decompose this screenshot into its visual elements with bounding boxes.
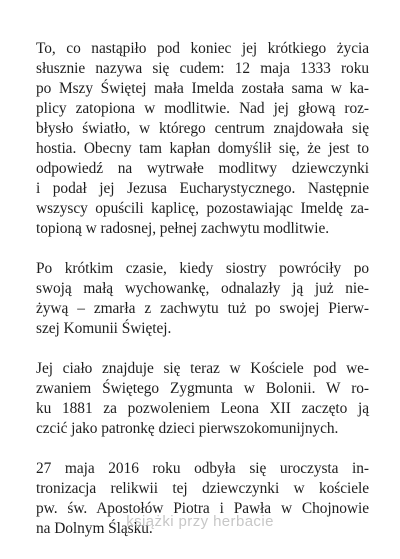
body-text bbox=[36, 39, 369, 559]
text-line: żywą – zmarła z zachwytu tuż po swojej Pierw- bbox=[36, 300, 369, 317]
text-line: wszyscy opuścili kaplicę, pozostawiając Imeldę za- bbox=[36, 200, 369, 217]
text-line: 27 maja 2016 roku odbyła się uroczysta in- bbox=[36, 460, 369, 477]
text-line: hostia. Obecny tam kapłan domyślił się, że jest to bbox=[36, 140, 369, 157]
text-line: pw. św. Apostołów Piotra i Pawła w Chojnowie bbox=[36, 500, 369, 517]
text-line: To, co nastąpiło pod koniec jej krótkiego życia bbox=[36, 40, 369, 57]
paragraph-miracle bbox=[36, 39, 369, 239]
text-line: po Mszy Świętej mała Imelda została sama w ka- bbox=[36, 80, 369, 97]
text-line: swoją małą wychowankę, odnalazły ją już nie- bbox=[36, 280, 369, 297]
paragraph-death bbox=[36, 259, 369, 339]
text-line: odpowiedź na wytrwałe modlitwy dziewczynki bbox=[36, 160, 369, 177]
watermark-text: książki przy herbacie bbox=[126, 513, 274, 530]
paragraph-relics-bologna bbox=[36, 359, 369, 439]
text-line: Po krótkim czasie, kiedy siostry powróciły po bbox=[36, 260, 369, 277]
text-line: zwaniem Świętego Zygmunta w Bolonii. W ro- bbox=[36, 380, 369, 397]
text-line: czcić jako patronkę dzieci pierwszokomunijnych. bbox=[36, 420, 339, 437]
text-line: szej Komunii Świętej. bbox=[36, 320, 172, 337]
text-line: na Dolnym Śląsku. bbox=[36, 520, 153, 537]
text-line: Jej ciało znajduje się teraz w Kościele pod we- bbox=[36, 360, 369, 377]
text-line: tronizacja relikwii tej dziewczynki w kościele bbox=[36, 480, 369, 497]
text-line: plicy zatopiona w modlitwie. Nad jej głową roz- bbox=[36, 100, 369, 117]
text-line: topioną w radosnej, pełnej zachwytu modlitwie. bbox=[36, 220, 330, 237]
text-line: błysło światło, w którego centrum znajdowała się bbox=[36, 120, 369, 137]
text-line: słusznie nazywa się cudem: 12 maja 1333 roku bbox=[36, 60, 369, 77]
text-line: ku 1881 za pozwoleniem Leona XII zaczęto ją bbox=[36, 400, 369, 417]
text-line: i podał jej Jezusa Eucharystycznego. Następnie bbox=[36, 180, 369, 197]
